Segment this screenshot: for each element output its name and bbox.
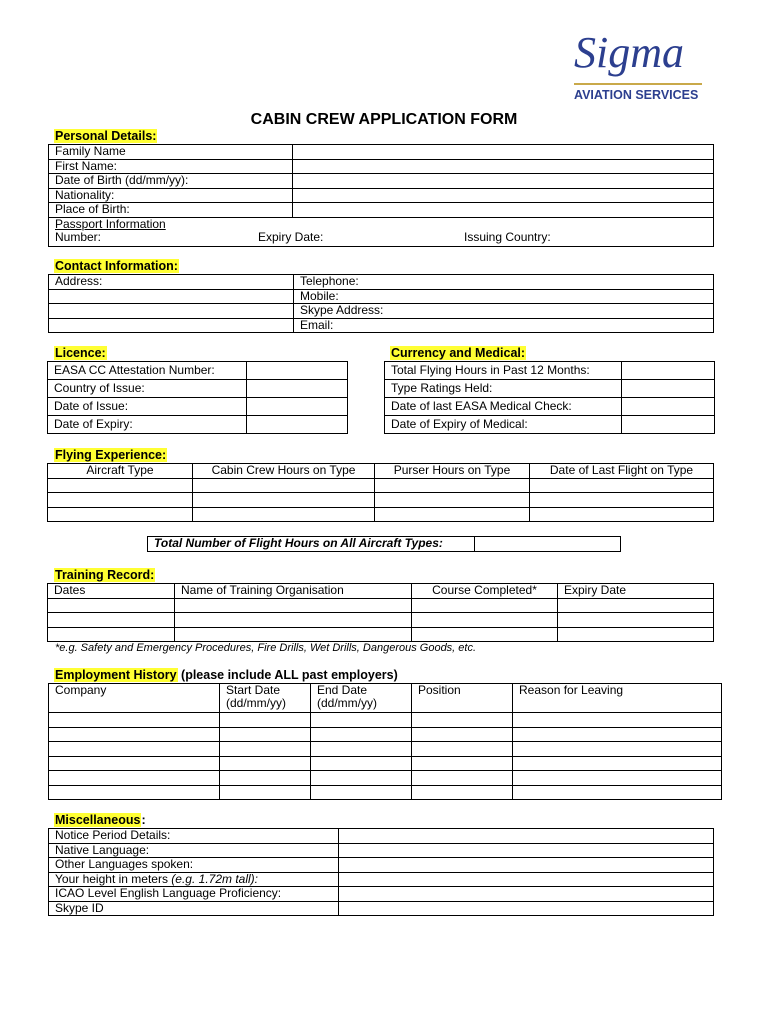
table-cell[interactable] — [530, 507, 714, 522]
table-row — [48, 507, 714, 522]
type-ratings-label: Type Ratings Held: — [385, 380, 622, 398]
training-footnote: *e.g. Safety and Emergency Procedures, Fire Drills, Wet Drills, Dangerous Goods, etc. — [55, 642, 477, 654]
table-cell[interactable] — [412, 771, 513, 786]
mobile-field[interactable]: Mobile: — [294, 289, 714, 304]
table-row — [49, 771, 722, 786]
table-cell[interactable] — [375, 478, 530, 493]
height-field[interactable] — [339, 872, 714, 887]
licence-table — [47, 361, 348, 434]
table-cell[interactable] — [48, 478, 193, 493]
icao-english-field[interactable] — [339, 887, 714, 902]
employment-col-end-date — [311, 684, 412, 713]
start-date-format: (dd/mm/yy) — [226, 696, 286, 710]
table-cell[interactable] — [412, 756, 513, 771]
total-flight-hours-table — [147, 536, 621, 552]
family-name-field[interactable] — [293, 145, 714, 160]
training-record-table — [47, 583, 714, 642]
table-cell[interactable] — [513, 785, 722, 800]
table-cell[interactable] — [49, 742, 220, 757]
medical-expiry-field[interactable] — [622, 416, 715, 434]
training-col-expiry: Expiry Date — [558, 584, 714, 599]
passport-country-label: Issuing Country: — [464, 229, 551, 244]
table-cell[interactable] — [311, 742, 412, 757]
start-date-label: Start Date — [226, 683, 281, 697]
table-cell[interactable] — [412, 713, 513, 728]
address-field-line[interactable] — [49, 304, 294, 319]
table-cell[interactable] — [513, 727, 722, 742]
table-cell[interactable] — [558, 598, 714, 613]
address-field-line[interactable] — [49, 318, 294, 333]
personal-details-table — [48, 144, 714, 247]
licence-country-field[interactable] — [247, 380, 348, 398]
native-language-label: Native Language: — [49, 843, 339, 858]
training-record-heading: Training Record: — [55, 568, 155, 582]
flying-experience-heading: Flying Experience: — [55, 448, 167, 462]
employment-heading-note: (please include ALL past employers) — [177, 668, 398, 682]
training-col-organisation: Name of Training Organisation — [175, 584, 412, 599]
flying-col-aircraft-type: Aircraft Type — [48, 464, 193, 479]
table-cell[interactable] — [311, 756, 412, 771]
medical-check-label: Date of last EASA Medical Check: — [385, 398, 622, 416]
table-cell[interactable] — [220, 771, 311, 786]
table-cell[interactable] — [49, 727, 220, 742]
height-label: Your height in meters (e.g. 1.72m tall): — [49, 872, 339, 887]
table-cell[interactable] — [175, 598, 412, 613]
telephone-field[interactable]: Telephone: — [294, 275, 714, 290]
table-cell[interactable] — [412, 742, 513, 757]
table-cell[interactable] — [513, 742, 722, 757]
table-row — [48, 613, 714, 628]
employment-history-table — [48, 683, 722, 800]
licence-expiry-label: Date of Expiry: — [48, 416, 247, 434]
table-row — [49, 785, 722, 800]
miscellaneous-heading: Miscellaneous: — [55, 813, 146, 827]
employment-col-company: Company — [49, 684, 220, 713]
employment-col-reason: Reason for Leaving — [513, 684, 722, 713]
table-cell[interactable] — [412, 727, 513, 742]
licence-attestation-field[interactable] — [247, 362, 348, 380]
licence-expiry-field[interactable] — [247, 416, 348, 434]
table-row — [48, 478, 714, 493]
table-cell[interactable] — [311, 727, 412, 742]
flying-col-cabin-crew-hours: Cabin Crew Hours on Type — [193, 464, 375, 479]
other-languages-label: Other Languages spoken: — [49, 858, 339, 873]
flying-hours-12m-field[interactable] — [622, 362, 715, 380]
table-cell[interactable] — [412, 627, 558, 642]
end-date-label: End Date — [317, 683, 368, 697]
personal-details-heading: Personal Details: — [55, 129, 157, 143]
miscellaneous-table — [48, 828, 714, 916]
table-cell[interactable] — [220, 713, 311, 728]
passport-expiry-label: Expiry Date: — [258, 229, 324, 244]
skype-address-field[interactable]: Skype Address: — [294, 304, 714, 319]
flying-hours-12m-label: Total Flying Hours in Past 12 Months: — [385, 362, 622, 380]
table-cell[interactable] — [193, 478, 375, 493]
table-row — [49, 713, 722, 728]
table-row — [49, 742, 722, 757]
table-cell[interactable] — [412, 785, 513, 800]
flying-col-purser-hours: Purser Hours on Type — [375, 464, 530, 479]
table-cell[interactable] — [412, 598, 558, 613]
skype-id-field[interactable] — [339, 901, 714, 916]
contact-info-table — [48, 274, 714, 333]
page-title: CABIN CREW APPLICATION FORM — [250, 111, 518, 128]
table-row — [49, 756, 722, 771]
table-row — [48, 598, 714, 613]
licence-issue-date-label: Date of Issue: — [48, 398, 247, 416]
table-cell[interactable] — [193, 507, 375, 522]
logo-brand: Sigma — [574, 28, 684, 77]
other-languages-field[interactable] — [339, 858, 714, 873]
table-row — [48, 627, 714, 642]
notice-period-field[interactable] — [339, 829, 714, 844]
end-date-format: (dd/mm/yy) — [317, 696, 377, 710]
employment-col-position: Position — [412, 684, 513, 713]
table-cell[interactable] — [513, 756, 722, 771]
table-cell[interactable] — [49, 771, 220, 786]
logo-divider — [574, 83, 702, 85]
dob-label: Date of Birth (dd/mm/yy): — [49, 174, 293, 189]
nationality-label: Nationality: — [49, 188, 293, 203]
icao-english-label: ICAO Level English Language Proficiency: — [49, 887, 339, 902]
training-col-course: Course Completed* — [412, 584, 558, 599]
licence-issue-date-field[interactable] — [247, 398, 348, 416]
table-cell[interactable] — [220, 756, 311, 771]
table-cell[interactable] — [193, 493, 375, 508]
employment-history-heading: Employment History (please include ALL past employers) — [55, 668, 398, 682]
first-name-field[interactable] — [293, 159, 714, 174]
notice-period-label: Notice Period Details: — [49, 829, 339, 844]
table-cell[interactable] — [175, 627, 412, 642]
table-cell[interactable] — [48, 627, 175, 642]
table-cell[interactable] — [558, 627, 714, 642]
type-ratings-field[interactable] — [622, 380, 715, 398]
place-of-birth-label: Place of Birth: — [49, 203, 293, 218]
table-row — [49, 727, 722, 742]
table-cell[interactable] — [48, 493, 193, 508]
medical-check-field[interactable] — [622, 398, 715, 416]
currency-medical-table — [384, 361, 715, 434]
table-cell[interactable] — [530, 493, 714, 508]
passport-info-cell[interactable] — [49, 217, 714, 246]
table-cell[interactable] — [375, 493, 530, 508]
flying-col-last-flight: Date of Last Flight on Type — [530, 464, 714, 479]
first-name-label: First Name: — [49, 159, 293, 174]
total-flight-hours-label: Total Number of Flight Hours on All Aircraft Types: — [148, 537, 475, 552]
table-cell[interactable] — [49, 713, 220, 728]
table-cell[interactable] — [311, 713, 412, 728]
flying-experience-table — [47, 463, 714, 522]
table-cell[interactable] — [220, 742, 311, 757]
table-cell[interactable] — [48, 613, 175, 628]
native-language-field[interactable] — [339, 843, 714, 858]
email-field[interactable]: Email: — [294, 318, 714, 333]
table-cell[interactable] — [530, 478, 714, 493]
table-cell[interactable] — [311, 771, 412, 786]
height-example: (e.g. 1.72m tall): — [171, 872, 258, 886]
table-cell[interactable] — [513, 713, 722, 728]
nationality-field[interactable] — [293, 188, 714, 203]
licence-attestation-label: EASA CC Attestation Number: — [48, 362, 247, 380]
table-cell[interactable] — [175, 613, 412, 628]
employment-col-start-date — [220, 684, 311, 713]
family-name-label: Family Name — [49, 145, 293, 160]
training-col-dates: Dates — [48, 584, 175, 599]
passport-info-label: Passport Information — [55, 217, 166, 231]
contact-info-heading: Contact Information: — [55, 259, 178, 273]
table-row — [48, 493, 714, 508]
total-flight-hours-field[interactable] — [475, 537, 621, 552]
dob-field[interactable] — [293, 174, 714, 189]
table-cell[interactable] — [48, 598, 175, 613]
table-cell[interactable] — [513, 771, 722, 786]
table-cell[interactable] — [375, 507, 530, 522]
currency-medical-heading: Currency and Medical: — [391, 346, 526, 360]
table-cell[interactable] — [558, 613, 714, 628]
table-cell[interactable] — [49, 785, 220, 800]
passport-number-label: Number: — [55, 229, 102, 244]
table-cell[interactable] — [220, 727, 311, 742]
table-cell[interactable] — [412, 613, 558, 628]
table-cell[interactable] — [220, 785, 311, 800]
logo-subtitle: AVIATION SERVICES — [574, 88, 699, 102]
table-cell[interactable] — [48, 507, 193, 522]
medical-expiry-label: Date of Expiry of Medical: — [385, 416, 622, 434]
licence-country-label: Country of Issue: — [48, 380, 247, 398]
table-cell[interactable] — [311, 785, 412, 800]
licence-heading: Licence: — [55, 346, 106, 360]
place-of-birth-field[interactable] — [293, 203, 714, 218]
table-cell[interactable] — [49, 756, 220, 771]
address-field-line[interactable] — [49, 289, 294, 304]
address-label: Address: — [49, 275, 294, 290]
skype-id-label: Skype ID — [49, 901, 339, 916]
